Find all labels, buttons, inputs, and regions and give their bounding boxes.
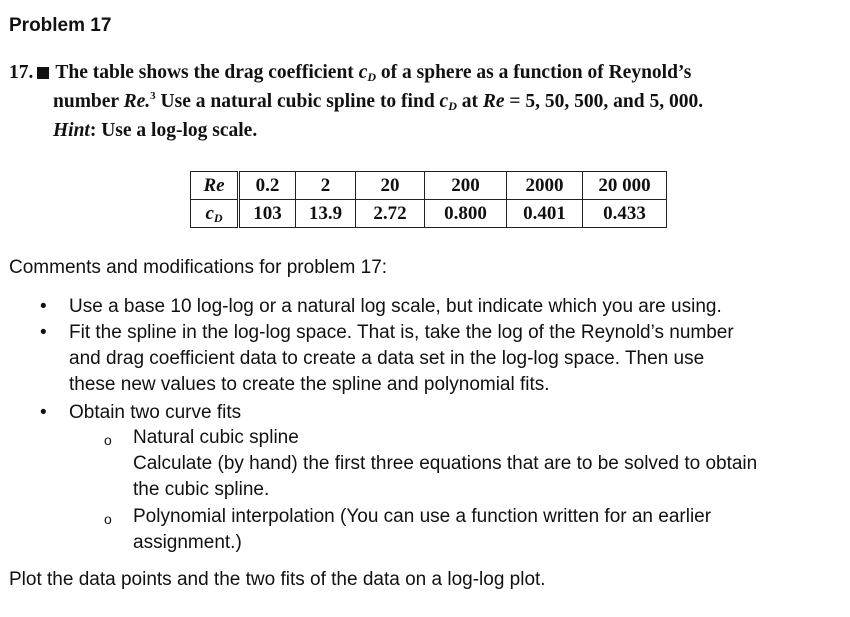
table-cell: 13.9 — [296, 200, 356, 228]
list-item: Fit the spline in the log-log space. That is, take the log of the Reynold’s number — [69, 322, 734, 343]
list-item: Use a base 10 log-log or a natural log scale, but indicate which you are using. — [69, 296, 722, 317]
bullet-dot-icon: • — [40, 402, 47, 423]
table-cell: 0.433 — [583, 200, 667, 228]
problem-heading: Problem 17 — [9, 15, 112, 36]
table-row-cd — [191, 200, 667, 228]
sub-bullet-circle-icon: o — [104, 432, 112, 448]
hint-label: Hint — [53, 120, 90, 141]
sub-list-item: Polynomial interpolation (You can use a function written for an earlier — [133, 506, 712, 527]
table-cell: 0.800 — [425, 200, 507, 228]
table-cell: 0.401 — [507, 200, 583, 228]
table-cell: 200 — [425, 172, 507, 200]
problem-number: 17. — [9, 62, 34, 83]
problem-line1-rest: of a sphere as a function of Reynold’s — [376, 62, 692, 83]
sub-bullet-circle-icon: o — [104, 511, 112, 527]
list-item-continued: and drag coefficient data to create a data set in the log-log space. Then use — [69, 348, 705, 369]
sub-list-item-continued: the cubic spline. — [133, 479, 270, 500]
problem-line1-text: The table shows the drag coefficient — [55, 62, 354, 83]
sub-list-item-continued: Calculate (by hand) the first three equations that are to be solved to obtain — [133, 453, 758, 474]
table-cell: 20 000 — [583, 172, 667, 200]
bullet-dot-icon: • — [40, 296, 47, 317]
table-cell: 0.2 — [239, 172, 296, 200]
footnote-ref: 3 — [150, 90, 156, 102]
list-item: Obtain two curve fits — [69, 402, 242, 423]
problem-statement — [9, 58, 839, 145]
re-symbol: Re. — [123, 91, 151, 112]
problem-hint: Hint: Use a log-log scale. — [53, 120, 258, 141]
problem-line-1 — [9, 58, 839, 87]
table-header-re: Re — [191, 172, 239, 200]
problem-line-2: number Re.$^3$ Use a natural cubic spline to find $c_D$ at Re = 5, 50, 500, and 5, 000. — [53, 90, 704, 113]
comments-title: Comments and modifications for problem 17: — [9, 257, 388, 278]
table-cell: 2000 — [507, 172, 583, 200]
table-cell: 103 — [239, 200, 296, 228]
sub-list-item: Natural cubic spline — [133, 427, 299, 448]
table-cell: 2.72 — [356, 200, 425, 228]
table-cell: 2 — [296, 172, 356, 200]
table-header-cd: $c_D$ — [191, 200, 239, 228]
cd-symbol: $c_D$ — [358, 62, 377, 84]
plot-instruction: Plot the data points and the two fits of the data on a log-log plot. — [9, 569, 546, 590]
sub-list-item-continued: assignment.) — [133, 532, 242, 553]
drag-coefficient-table — [190, 171, 667, 228]
list-item-continued: these new values to create the spline and polynomial fits. — [69, 374, 550, 395]
bullet-dot-icon: • — [40, 322, 47, 343]
table-cell: 20 — [356, 172, 425, 200]
table-row-re — [191, 172, 667, 200]
square-bullet-icon — [37, 67, 49, 79]
re-symbol: Re — [482, 91, 505, 112]
cd-symbol: $c_D$ — [439, 91, 457, 113]
